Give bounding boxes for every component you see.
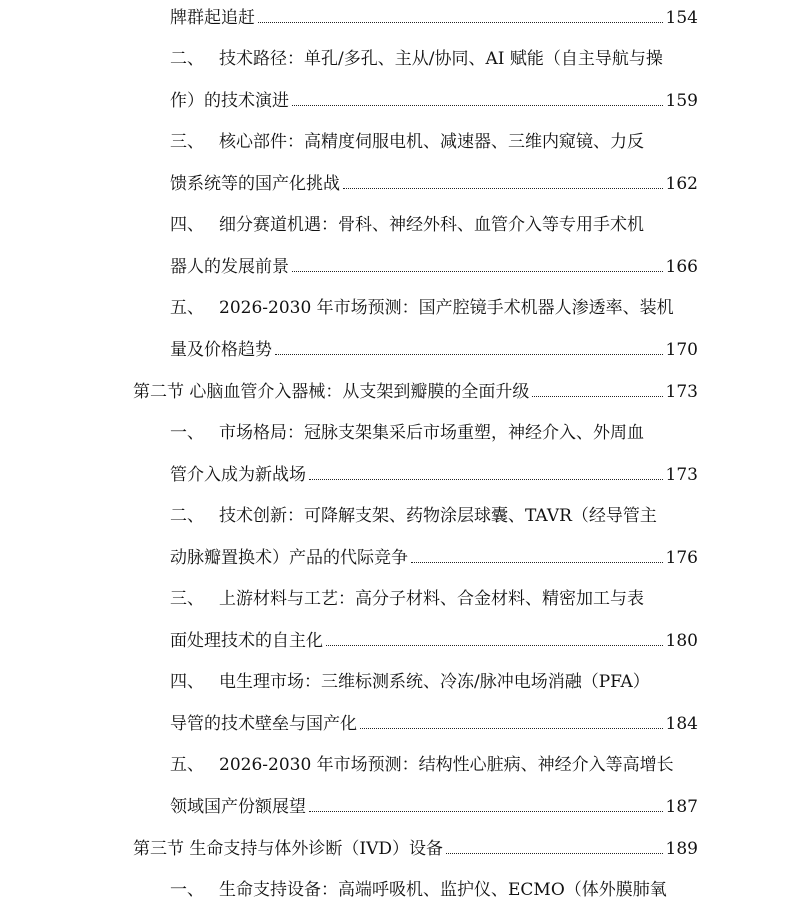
toc-entry-text: 2026-2030 年市场预测：结构性心脏病、神经介入等高增长 <box>219 755 674 775</box>
toc-entry-text: 牌群起追赶 <box>170 8 255 28</box>
toc-entry <box>170 44 698 74</box>
toc-page-number: 173 <box>665 382 698 402</box>
toc-entry <box>170 792 698 822</box>
toc-entry <box>170 584 698 614</box>
toc-entry-text: 电生理市场：三维标测系统、冷冻/脉冲电场消融（PFA） <box>219 672 650 692</box>
toc-entry <box>170 335 698 365</box>
toc-entry-number: 二、 <box>170 49 204 69</box>
dot-leader <box>309 479 663 480</box>
toc-page-number: 184 <box>665 714 698 734</box>
toc-entry <box>170 709 698 739</box>
toc-entry-number: 一、 <box>170 423 204 443</box>
toc-entry <box>170 501 698 531</box>
toc-entry-number: 五、 <box>170 755 204 775</box>
toc-entry-text: 核心部件：高精度伺服电机、减速器、三维内窥镜、力反 <box>219 132 644 152</box>
toc-section-text: 第三节 生命支持与体外诊断（IVD）设备 <box>133 839 444 859</box>
toc-entry <box>170 86 698 116</box>
toc-entry <box>170 418 698 448</box>
dot-leader <box>532 396 662 397</box>
dot-leader <box>446 853 663 854</box>
toc-entry-text: 技术路径：单孔/多孔、主从/协同、AI 赋能（自主导航与操 <box>219 49 663 69</box>
toc-section-heading <box>133 377 698 407</box>
toc-section-heading <box>133 834 698 864</box>
dot-leader <box>258 22 663 23</box>
toc-entry-number: 五、 <box>170 298 204 318</box>
toc-entry-text: 面处理技术的自主化 <box>170 631 323 651</box>
toc-entry-text: 细分赛道机遇：骨科、神经外科、血管介入等专用手术机 <box>219 215 644 235</box>
toc-entry <box>170 626 698 656</box>
toc-entry-text: 市场格局：冠脉支架集采后市场重塑，神经介入、外周血 <box>219 423 644 443</box>
toc-page-number: 154 <box>665 8 698 28</box>
toc-page-number: 176 <box>665 548 698 568</box>
toc-page-number: 166 <box>665 257 698 277</box>
toc-entry-number: 二、 <box>170 506 204 526</box>
toc-entry-number: 三、 <box>170 589 204 609</box>
toc-entry-text: 管介入成为新战场 <box>170 465 306 485</box>
toc-entry-text: 动脉瓣置换术）产品的代际竞争 <box>170 548 408 568</box>
dot-leader <box>326 645 663 646</box>
toc-entry <box>170 460 698 490</box>
toc-entry-text: 器人的发展前景 <box>170 257 289 277</box>
toc-entry-text: 量及价格趋势 <box>170 340 272 360</box>
toc-entry <box>170 210 698 240</box>
toc-section-text: 第二节 心脑血管介入器械：从支架到瓣膜的全面升级 <box>133 382 530 402</box>
toc-page-number: 159 <box>665 91 698 111</box>
dot-leader <box>309 811 663 812</box>
toc-page-number: 173 <box>665 465 698 485</box>
toc-page-number: 170 <box>665 340 698 360</box>
dot-leader <box>360 728 663 729</box>
toc-entry-text: 馈系统等的国产化挑战 <box>170 174 340 194</box>
toc-entry <box>170 293 698 323</box>
toc-entry-number: 四、 <box>170 215 204 235</box>
toc-entry <box>170 252 698 282</box>
toc-entry-text: 生命支持设备：高端呼吸机、监护仪、ECMO（体外膜肺氧 <box>219 880 667 900</box>
toc-entry <box>170 750 698 780</box>
toc-entry-number: 三、 <box>170 132 204 152</box>
toc-entry-number: 一、 <box>170 880 204 900</box>
toc-entry-text: 上游材料与工艺：高分子材料、合金材料、精密加工与表 <box>219 589 644 609</box>
toc-entry <box>170 875 698 905</box>
dot-leader <box>275 354 663 355</box>
toc-entry-text: 作）的技术演进 <box>170 91 289 111</box>
toc-page-number: 162 <box>665 174 698 194</box>
dot-leader <box>411 562 663 563</box>
toc-page-number: 187 <box>665 797 698 817</box>
dot-leader <box>292 105 663 106</box>
toc-entry-number: 四、 <box>170 672 204 692</box>
toc-entry <box>170 169 698 199</box>
toc-entry <box>170 543 698 573</box>
toc-entry <box>170 667 698 697</box>
dot-leader <box>292 271 663 272</box>
toc-entry <box>170 127 698 157</box>
toc-entry-text: 技术创新：可降解支架、药物涂层球囊、TAVR（经导管主 <box>219 506 657 526</box>
toc-page-number: 180 <box>665 631 698 651</box>
toc-entry-text: 领域国产份额展望 <box>170 797 306 817</box>
toc-entry <box>170 3 698 33</box>
toc-entry-text: 导管的技术壁垒与国产化 <box>170 714 357 734</box>
toc-page-number: 189 <box>665 839 698 859</box>
toc-entry-text: 2026-2030 年市场预测：国产腔镜手术机器人渗透率、装机 <box>219 298 674 318</box>
dot-leader <box>343 188 663 189</box>
